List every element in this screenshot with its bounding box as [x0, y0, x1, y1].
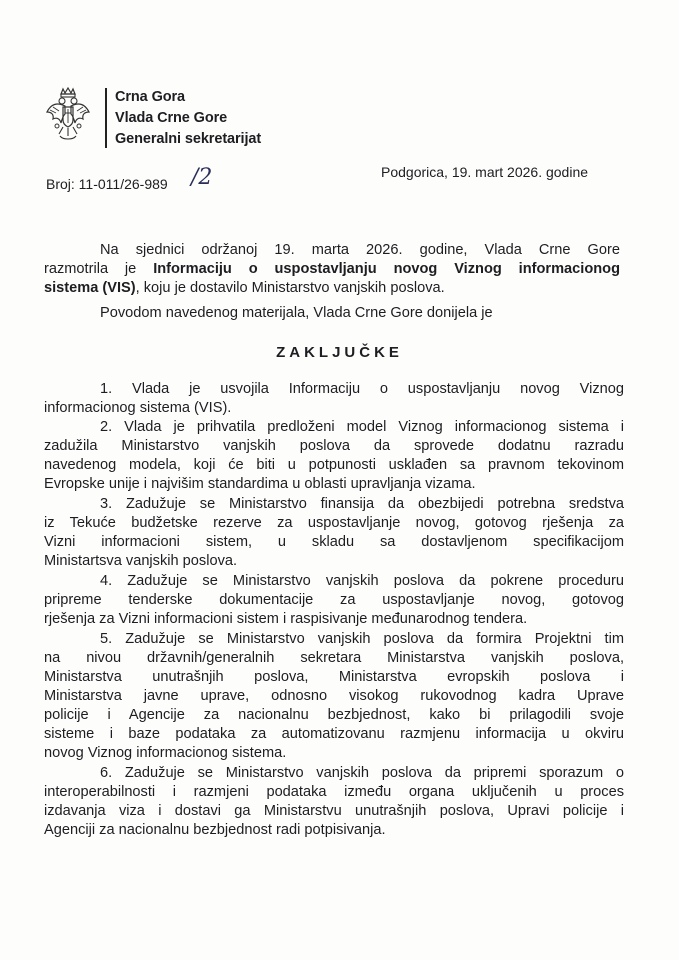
item-line: zadužila Ministarstvo vanjskih poslova da sprovede dodatnu razradu	[44, 438, 624, 454]
handwritten-suffix: /2	[191, 165, 213, 190]
document-heading: ZAKLJUČKE	[276, 344, 403, 361]
intro-paragraph	[44, 241, 620, 298]
intro-conclusion-line: Povodom navedenog materijala, Vlada Crne Gore donijela je	[100, 305, 493, 321]
conclusion-item-4	[44, 572, 624, 629]
item-line: Ministarstva javne uprave, odnosno visokog rukovodnog kadra Uprave	[44, 688, 624, 704]
item-first-line: 5. Zadužuje se Ministarstvo vanjskih poslova da formira Projektni tim	[100, 631, 624, 647]
intro-line: Na sjednici održanoj 19. marta 2026. godine, Vlada Crne Gore	[100, 242, 620, 258]
reference-number: Broj: 11-011/26-989	[46, 176, 168, 192]
item-line: pripreme tenderske dokumentacije za uspostavljanje novog, gotovog	[44, 592, 624, 608]
intro-text-end: , koju je dostavilo Ministarstvo vanjskih poslova.	[135, 280, 445, 296]
intro-line-3	[44, 279, 620, 298]
item-last-line: Evropske unije i najvišim standardima u oblasti upravljanja vizama.	[44, 476, 476, 492]
item-line: sisteme i baze podataka za automatizovanu razmjenu informacija u okviru	[44, 726, 624, 742]
item-line: na nivou državnih/generalnih sekretara Ministarstva vanjskih poslova,	[44, 650, 624, 666]
item-line: interoperabilnosti i razmjeni podataka između organa uključenih u proces	[44, 784, 624, 800]
header-secretariat: Generalni sekretarijat	[115, 131, 262, 147]
item-last-line: Agenciji za nacionalnu bezbjednost radi potpisivanja.	[44, 822, 386, 838]
conclusion-item-1	[44, 380, 624, 418]
item-last-line: novog Viznog informacionog sistema.	[44, 745, 287, 761]
item-line: Ministarstva unutrašnjih poslova, Ministarstva evropskih poslova i	[44, 669, 624, 685]
item-line: policije i Agencije za nacionalnu bezbjednost, kako bi prilagodili svoje	[44, 707, 624, 723]
header-government: Vlada Crne Gore	[115, 110, 228, 126]
item-line: iz Tekuće budžetske rezerve za uspostavljanje novog, gotovog rješenja za	[44, 515, 624, 531]
intro-text: razmotrila je	[44, 261, 154, 277]
header-country: Crna Gora	[115, 89, 186, 105]
item-last-line: Ministartsva vanjskih poslova.	[44, 553, 238, 569]
coat-of-arms-icon	[45, 86, 91, 144]
item-last-line: informacionog sistema (VIS).	[44, 400, 232, 416]
item-first-line: 6. Zadužuje se Ministarstvo vanjskih poslova da pripremi sporazum o	[100, 765, 624, 781]
header-divider	[105, 88, 107, 148]
item-first-line: 1. Vlada je usvojila Informaciju o uspostavljanju novog Viznog	[100, 381, 624, 397]
item-first-line: 2. Vlada je prihvatila predloženi model Viznog informacionog sistema i	[100, 419, 624, 435]
conclusion-item-6	[44, 764, 624, 840]
item-line: Vizni informacioni sistem, u skladu sa dostavljenom specifikacijom	[44, 534, 624, 550]
intro-line-2	[44, 260, 620, 279]
intro-bold-title-end: sistema (VIS)	[44, 280, 136, 296]
conclusion-item-5	[44, 630, 624, 763]
conclusion-item-2	[44, 418, 624, 494]
item-first-line: 4. Zadužuje se Ministarstvo vanjskih poslova da pokrene proceduru	[100, 573, 624, 589]
item-last-line: rješenja za Vizni informacioni sistem i raspisivanje međunarodnog tendera.	[44, 611, 528, 627]
place-and-date: Podgorica, 19. mart 2026. godine	[381, 164, 589, 180]
conclusion-item-3	[44, 495, 624, 571]
item-line: navedenog modela, koji će biti u potpunosti usklađen sa pravnom tekovinom	[44, 457, 624, 473]
item-first-line: 3. Zadužuje se Ministarstvo finansija da obezbijedi potrebna sredstva	[100, 496, 624, 512]
intro-bold-title: Informaciju o uspostavljanju novog Viznog informacionog	[153, 261, 620, 277]
item-line: izdavanja viza i dostavi ga Ministarstvu unutrašnjih poslova, Upravi policije i	[44, 803, 624, 819]
